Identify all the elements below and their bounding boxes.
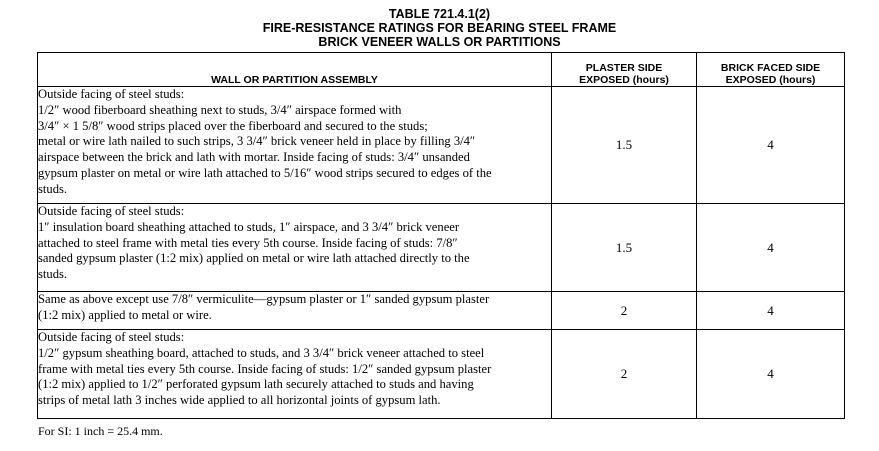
table-row — [38, 87, 845, 204]
plaster-rating-cell: 2 — [552, 330, 697, 419]
table-row — [38, 204, 845, 292]
assembly-cell: Outside facing of steel studs: 1/2″ gypsum sheathing board, attached to studs, and 3 3/4″ brick veneer attached to steel frame with metal ties every 5th course. Inside facing of studs: 1/2″ sanded gypsum plaster (1:2 mix) applied to 1/2″ perforated gypsum lath securely attached to studs and having strips of metal lath 3 inches wide applied to all horizontal joints of gypsum lath. — [38, 330, 552, 419]
plaster-side-column-header — [552, 53, 697, 87]
plaster-rating-cell: 1.5 — [552, 204, 697, 292]
brick-rating-cell: 4 — [697, 87, 845, 204]
brick-rating-cell: 4 — [697, 204, 845, 292]
brick-rating-cell: 4 — [697, 292, 845, 330]
brick-header-line-2: EXPOSED (hours) — [725, 74, 816, 86]
header-row — [38, 53, 845, 87]
table-title-line-1: FIRE-RESISTANCE RATINGS FOR BEARING STEEL FRAME — [262, 21, 617, 35]
assembly-cell: Outside facing of steel studs: 1/2″ wood fiberboard sheathing next to studs, 3/4″ airspace formed with 3/4″ × 1 5/8″ wood strips placed over the fiberboard and secured to the studs; metal or wire lath nailed to such strips, 3 3/4″ brick veneer held in place by filling 3/4″ airspace between the brick and lath with mortar. Inside facing of studs: 3/4″ unsanded gypsum plaster on metal or wire lath attached to 5/16″ wood strips secured to edges of the studs. — [38, 87, 552, 204]
assembly-cell: Same as above except use 7/8″ vermiculite—gypsum plaster or 1″ sanded gypsum plaster (1:2 mix) applied to metal or wire. — [38, 292, 552, 330]
assembly-column-header — [38, 53, 552, 87]
brick-header-line-1: BRICK FACED SIDE — [720, 62, 821, 74]
brick-rating-cell: 4 — [697, 330, 845, 419]
table-title — [0, 7, 879, 49]
plaster-rating-cell: 1.5 — [552, 87, 697, 204]
assembly-cell: Outside facing of steel studs: 1″ insulation board sheathing attached to studs, 1″ airspace, and 3 3/4″ brick veneer attached to steel frame with metal ties every 5th course. Inside facing of studs: 7/8″ sanded gypsum plaster (1:2 mix) applied on metal or wire lath attached directly to the studs. — [38, 204, 552, 292]
fire-resistance-table — [37, 52, 845, 419]
brick-side-column-header — [697, 53, 845, 87]
assembly-header-label: WALL OR PARTITION ASSEMBLY — [211, 74, 378, 86]
plaster-header-line-1: PLASTER SIDE — [585, 62, 663, 74]
table-row — [38, 292, 845, 330]
table-number: TABLE 721.4.1(2) — [388, 7, 491, 21]
plaster-header-line-2: EXPOSED (hours) — [579, 74, 669, 86]
table-title-line-2: BRICK VENEER WALLS OR PARTITIONS — [318, 35, 561, 49]
si-conversion-footnote: For SI: 1 inch = 25.4 mm. — [38, 424, 163, 438]
plaster-rating-cell: 2 — [552, 292, 697, 330]
table-row — [38, 330, 845, 419]
